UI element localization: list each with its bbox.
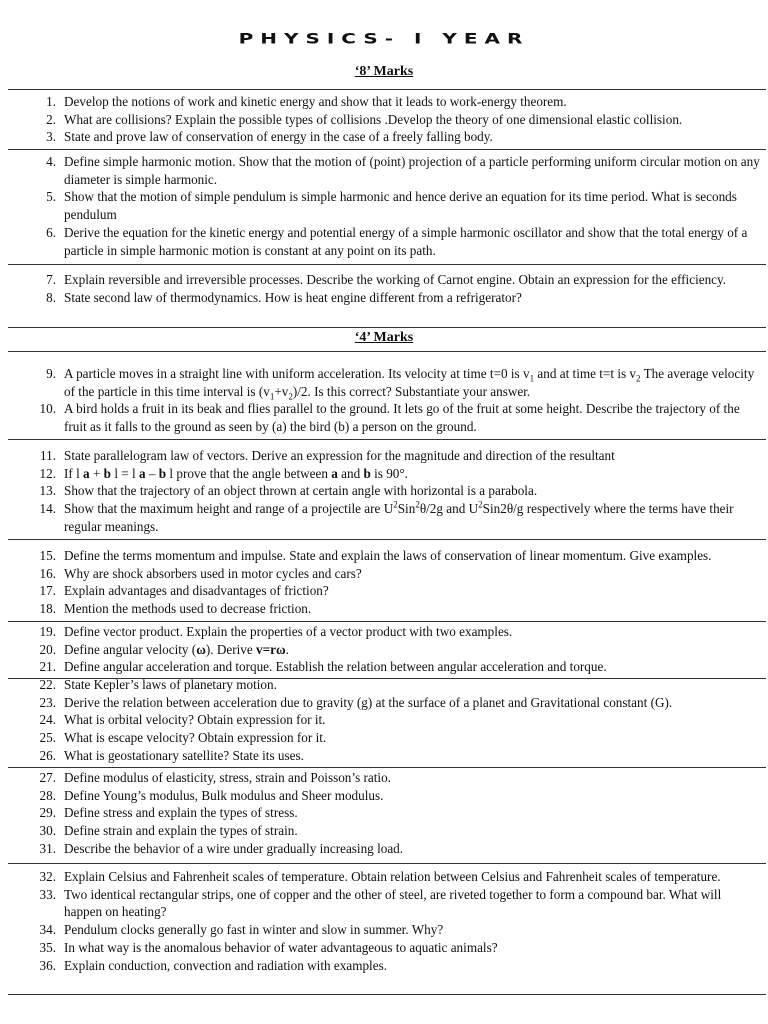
question-text: Define stress and explain the types of stress. <box>64 805 298 821</box>
question-text: What is geostationary satellite? State its uses. <box>64 747 304 763</box>
divider <box>8 439 766 440</box>
question-item <box>0 547 768 565</box>
divider <box>8 994 766 995</box>
question-number: 31. <box>39 840 56 856</box>
question-group-4 <box>0 365 768 436</box>
question-group-6 <box>0 547 768 618</box>
question-text: Define vector product. Explain the properties of a vector product with two examples. <box>64 624 513 639</box>
question-text: What is escape velocity? Obtain expression for it. <box>64 730 327 746</box>
question-group-5 <box>0 447 768 536</box>
question-number: 16. <box>39 565 56 581</box>
question-text: Explain conduction, convection and radiation with examples. <box>64 957 388 973</box>
question-item <box>0 623 768 641</box>
divider <box>8 89 766 90</box>
question-group-1 <box>0 93 768 146</box>
question-item <box>0 658 768 676</box>
question-number: 9. <box>46 366 56 381</box>
question-text: State and prove law of conservation of energy in the case of a freely falling body. <box>64 129 493 145</box>
question-text: Show that the trajectory of an object thrown at certain angle with horizontal is a parabola. <box>64 483 538 499</box>
question-number: 13. <box>39 483 56 499</box>
question-text: Show that the maximum height and range of a projectile are $U^2Sin^2\theta/2g$ and $U^2Sin2\theta/g$ respectively where the terms have their regular meanings. <box>64 499 734 534</box>
section-heading-8-marks: ‘8’ Marks <box>354 64 414 79</box>
question-item <box>0 565 768 583</box>
question-number: 15. <box>39 548 56 563</box>
question-text: Describe the behavior of a wire under gradually increasing load. <box>64 840 404 856</box>
question-item <box>0 482 768 500</box>
question-text: Explain Celsius and Fahrenheit scales of temperature. Obtain relation between Celsius and Fahrenheit scales of temperature. <box>64 869 721 884</box>
question-item <box>0 289 768 307</box>
question-number: 22. <box>39 677 56 692</box>
question-text: State parallelogram law of vectors. Derive an expression for the magnitude and direction of the resultant <box>64 448 615 463</box>
divider <box>8 767 766 768</box>
question-item <box>0 729 768 747</box>
question-item <box>0 153 768 188</box>
question-text: If l a + b l = l a – b l prove that the angle between a and b is 90°. <box>64 465 408 481</box>
divider <box>8 621 766 622</box>
question-number: 18. <box>39 601 56 617</box>
question-item <box>0 787 768 805</box>
question-text: Show that the motion of simple pendulum is simple harmonic and hence derive an equation for its time period. What is seconds pendulum <box>64 189 737 223</box>
page-title: PHYSICS- I YEAR <box>238 30 530 47</box>
question-text: Define simple harmonic motion. Show that the motion of (point) projection of a particle performing uniform circular motion on any diameter is simple harmonic. <box>64 154 760 187</box>
question-item <box>0 921 768 939</box>
section-heading-4-marks: ‘4’ Marks <box>354 330 414 345</box>
question-number: 5. <box>46 189 56 205</box>
question-text: Mention the methods used to decrease friction. <box>64 601 312 617</box>
question-number: 30. <box>39 823 56 839</box>
question-number: 1. <box>46 94 56 109</box>
question-number: 29. <box>39 805 56 821</box>
question-text: Explain advantages and disadvantages of friction? <box>64 583 329 599</box>
question-text: A bird holds a fruit in its beak and flies parallel to the ground. It lets go of the fruit at some height. Describe the trajectory of the fruit as it falls to the ground as seen by (a) the bird (b) a person on the ground. <box>64 401 740 435</box>
question-text: Derive the equation for the kinetic energy and potential energy of a simple harmonic oscillator and show that the total energy of a particle in simple harmonic motion is constant at any point on its path. <box>64 224 748 258</box>
question-group-7 <box>0 623 768 676</box>
question-item <box>0 600 768 618</box>
question-text: In what way is the anomalous behavior of water advantageous to aquatic animals? <box>64 939 498 955</box>
question-number: 20. <box>39 641 56 657</box>
question-number: 10. <box>39 401 56 417</box>
question-text: Why are shock absorbers used in motor cycles and cars? <box>64 565 362 581</box>
question-item <box>0 400 768 435</box>
question-item <box>0 500 768 535</box>
question-item <box>0 886 768 921</box>
question-item <box>0 957 768 975</box>
question-group-10 <box>0 868 768 974</box>
question-text: Pendulum clocks generally go fast in winter and slow in summer. Why? <box>64 922 444 938</box>
question-item <box>0 224 768 259</box>
question-text: State second law of thermodynamics. How is heat engine different from a refrigerator? <box>64 289 522 305</box>
question-group-9 <box>0 769 768 858</box>
question-text: A particle moves in a straight line with uniform acceleration. Its velocity at time t=0 is $v_1$ and at time t=t is $v_2$ The average velocity of the particle in this time interval is $(v_1+v_2)/2$. Is this correct? Substantiate your answer. <box>64 366 755 402</box>
question-number: 23. <box>39 694 56 710</box>
question-number: 7. <box>46 272 56 287</box>
question-number: 6. <box>46 224 56 240</box>
question-item <box>0 641 768 659</box>
question-item <box>0 711 768 729</box>
question-group-8 <box>0 676 768 765</box>
question-number: 12. <box>39 465 56 481</box>
divider <box>8 327 766 328</box>
question-item <box>0 271 768 289</box>
question-number: 11. <box>40 448 56 463</box>
question-number: 25. <box>39 730 56 746</box>
question-item <box>0 840 768 858</box>
divider <box>8 149 766 150</box>
question-item <box>0 582 768 600</box>
question-item <box>0 822 768 840</box>
question-item <box>0 804 768 822</box>
question-text: What is orbital velocity? Obtain expression for it. <box>64 712 326 728</box>
question-item <box>0 128 768 146</box>
divider <box>8 351 766 352</box>
question-text: Define the terms momentum and impulse. State and explain the laws of conservation of linear momentum. Give examples. <box>64 548 712 563</box>
question-number: 21. <box>39 659 56 675</box>
question-item <box>0 939 768 957</box>
question-number: 14. <box>39 501 56 517</box>
question-text: Develop the notions of work and kinetic energy and show that it leads to work-energy theorem. <box>64 94 567 109</box>
question-item <box>0 868 768 886</box>
question-text: Define Young’s modulus, Bulk modulus and Sheer modulus. <box>64 787 384 803</box>
question-number: 35. <box>39 939 56 955</box>
divider <box>8 863 766 864</box>
question-number: 32. <box>39 869 56 884</box>
question-number: 4. <box>46 154 56 169</box>
question-group-3 <box>0 271 768 306</box>
question-number: 27. <box>39 770 56 785</box>
divider <box>8 264 766 265</box>
question-item <box>0 676 768 694</box>
question-group-2 <box>0 153 768 259</box>
question-number: 34. <box>39 922 56 938</box>
question-number: 19. <box>39 624 56 639</box>
question-number: 2. <box>46 111 56 127</box>
question-item <box>0 747 768 765</box>
question-number: 26. <box>39 747 56 763</box>
question-number: 24. <box>39 712 56 728</box>
question-text: Define angular acceleration and torque. Establish the relation between angular acceleration and torque. <box>64 659 607 675</box>
question-text: What are collisions? Explain the possible types of collisions .Develop the theory of one dimensional elastic collision. <box>64 111 683 127</box>
question-text: State Kepler’s laws of planetary motion. <box>64 677 277 692</box>
question-number: 8. <box>46 289 56 305</box>
question-item <box>0 769 768 787</box>
question-item <box>0 465 768 483</box>
question-text: Define angular velocity (ω). Derive v=rω. <box>64 641 289 657</box>
question-item <box>0 694 768 712</box>
question-text: Two identical rectangular strips, one of copper and the other of steel, are riveted together to form a compound bar. What will happen on heating? <box>64 886 722 920</box>
question-number: 33. <box>39 886 56 902</box>
question-number: 36. <box>39 957 56 973</box>
question-number: 3. <box>46 129 56 145</box>
question-item <box>0 188 768 223</box>
divider <box>8 539 766 540</box>
question-text: Explain reversible and irreversible processes. Describe the working of Carnot engine. Obtain an expression for the efficiency. <box>64 272 727 287</box>
question-item <box>0 447 768 465</box>
question-text: Derive the relation between acceleration due to gravity (g) at the surface of a planet and Gravitational constant (G). <box>64 694 673 710</box>
question-item <box>0 365 768 400</box>
question-number: 17. <box>39 583 56 599</box>
question-text: Define modulus of elasticity, stress, strain and Poisson’s ratio. <box>64 770 391 785</box>
question-text: Define strain and explain the types of strain. <box>64 823 298 839</box>
question-number: 28. <box>39 787 56 803</box>
question-item <box>0 93 768 111</box>
question-item <box>0 111 768 129</box>
